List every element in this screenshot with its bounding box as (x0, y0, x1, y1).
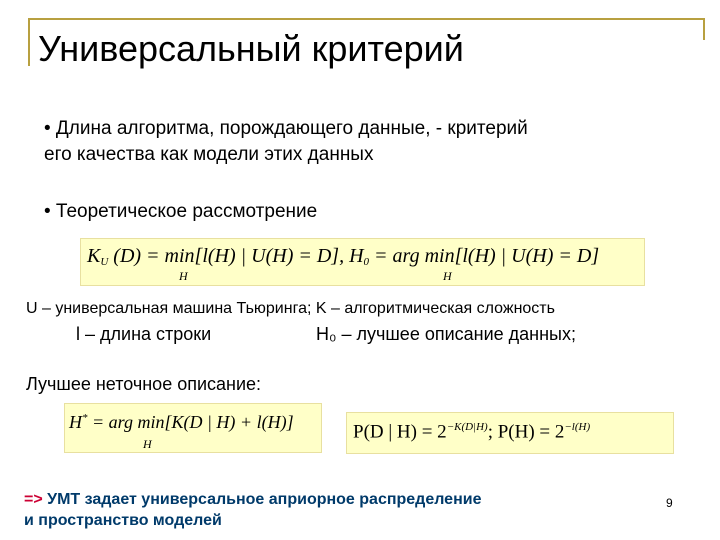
formula-2-rhs: = arg min[K(D | H) + l(H)] (87, 412, 294, 432)
formula-1-sub-u: U (100, 256, 109, 268)
formula-1-part-1: (D) = min[l(H) | U(H) = D], H (108, 245, 364, 267)
slide-frame-right (703, 18, 705, 40)
footer-conclusion (24, 489, 481, 531)
slide-frame-left (28, 18, 30, 66)
definitions-line-1: U – универсальная машина Тьюринга; K – алгоритмическая сложность (26, 300, 555, 317)
formula-3 (346, 412, 674, 454)
bullet-1-line-1: • Длина алгоритма, порождающего данные, - критерий (44, 118, 528, 139)
formula-3-exp-2: −l(H) (564, 421, 591, 433)
formula-2-lhs: H (69, 412, 82, 432)
arrow-icon: => (24, 491, 43, 508)
formula-3-part-2: ; P(H) = 2 (487, 421, 565, 443)
formula-1-part-2: = arg min[l(H) | U(H) = D] (369, 245, 600, 267)
bullet-1-line-2: его качества как модели этих данных (44, 144, 374, 165)
bullet-2: • Теоретическое рассмотрение (44, 201, 318, 222)
formula-2-star: * (82, 412, 88, 424)
footer-line-2: и пространство моделей (24, 512, 222, 529)
formula-1-under-1: H (179, 269, 188, 283)
formula-3-exp-1: −K(D|H) (446, 421, 488, 433)
formula-1 (80, 238, 645, 286)
best-inexact-label: Лучшее неточное описание: (26, 374, 262, 394)
page-number: 9 (666, 496, 673, 510)
footer-line-1: УМТ задает универсальное априорное распределение (42, 491, 482, 508)
slide-frame-top (28, 18, 705, 20)
formula-1-under-2: H (443, 269, 452, 283)
slide-title: Универсальный критерий (38, 28, 464, 69)
formula-1-sub-0: 0 (363, 256, 370, 268)
formula-2 (64, 403, 322, 453)
formula-3-part-1: P(D | H) = 2 (353, 421, 447, 443)
definitions-line-2-b: H₀ – лучшее описание данных; (316, 324, 576, 344)
formula-2-under: H (143, 437, 152, 451)
formula-1-k: K (87, 245, 101, 267)
definitions-line-2-a: l – длина строки (76, 324, 212, 344)
